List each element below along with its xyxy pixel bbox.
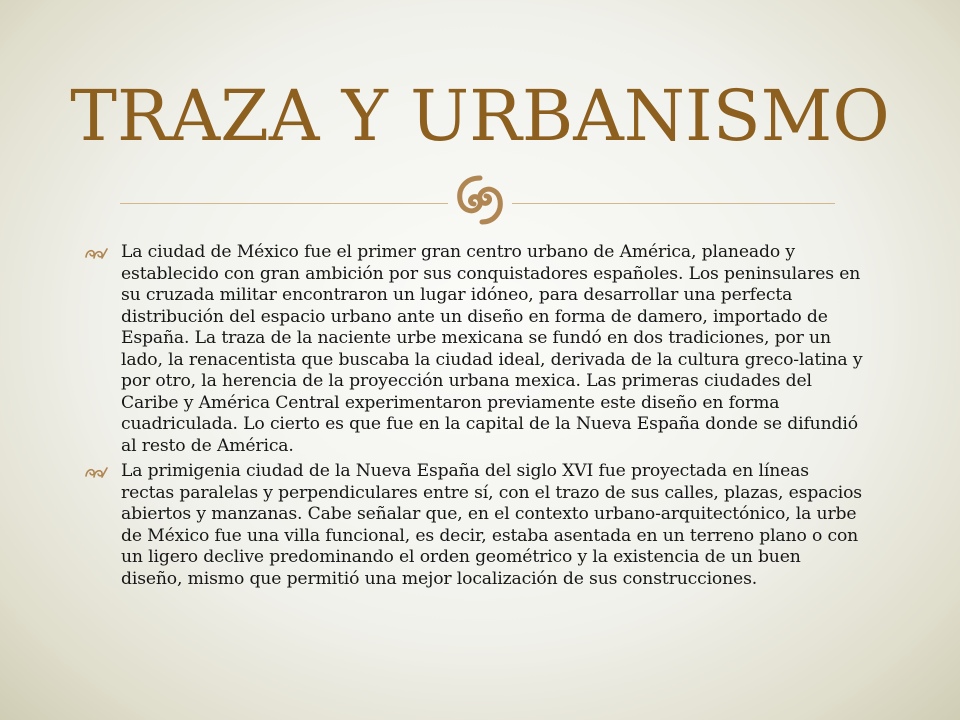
decorative-swirl-bullet-icon xyxy=(84,246,108,260)
list-item xyxy=(84,242,864,457)
divider-line-left xyxy=(120,203,448,204)
divider-line-right xyxy=(512,203,835,204)
slide-title: TRAZA Y URBANISMO xyxy=(70,75,890,157)
paragraph-text: La primigenia ciudad de la Nueva España del siglo XVI fue proyectada en líneas rectas paralelas y perpendiculares entre sí, con el trazo de sus calles, plazas, espacios abiertos y manzanas. Cabe señalar que, en el contexto urbano-arquitectónico, la urbe de México fue una villa funcional, es decir, estaba asentada en un terreno plano o con un ligero declive predominando el orden geométrico y la existencia de un buen diseño, mismo que permitió una mejor localización de sus construcciones. xyxy=(121,461,862,589)
bullet-list xyxy=(84,242,864,594)
decorative-swirl-bullet-icon xyxy=(84,465,108,479)
paragraph-text: La ciudad de México fue el primer gran centro urbano de América, planeado y establecido con gran ambición por sus conquistadores españoles. Los peninsulares en su cruzada militar encontraron un lugar idóneo, para desarrollar una perfecta distribución del espacio urbano ante un diseño en forma de damero, importado de España. La traza de la naciente urbe mexicana se fundó en dos tradiciones, por un lado, la renacentista que buscaba la ciudad ideal, derivada de la cultura greco-latina y por otro, la herencia de la proyección urbana mexica. Las primeras ciudades del Caribe y América Central experimentaron previamente este diseño en forma cuadriculada. Lo cierto es que fue en la capital de la Nueva España donde se difundió al resto de América. xyxy=(121,242,863,456)
list-item xyxy=(84,461,864,590)
ornamental-swirl-icon xyxy=(448,172,512,228)
